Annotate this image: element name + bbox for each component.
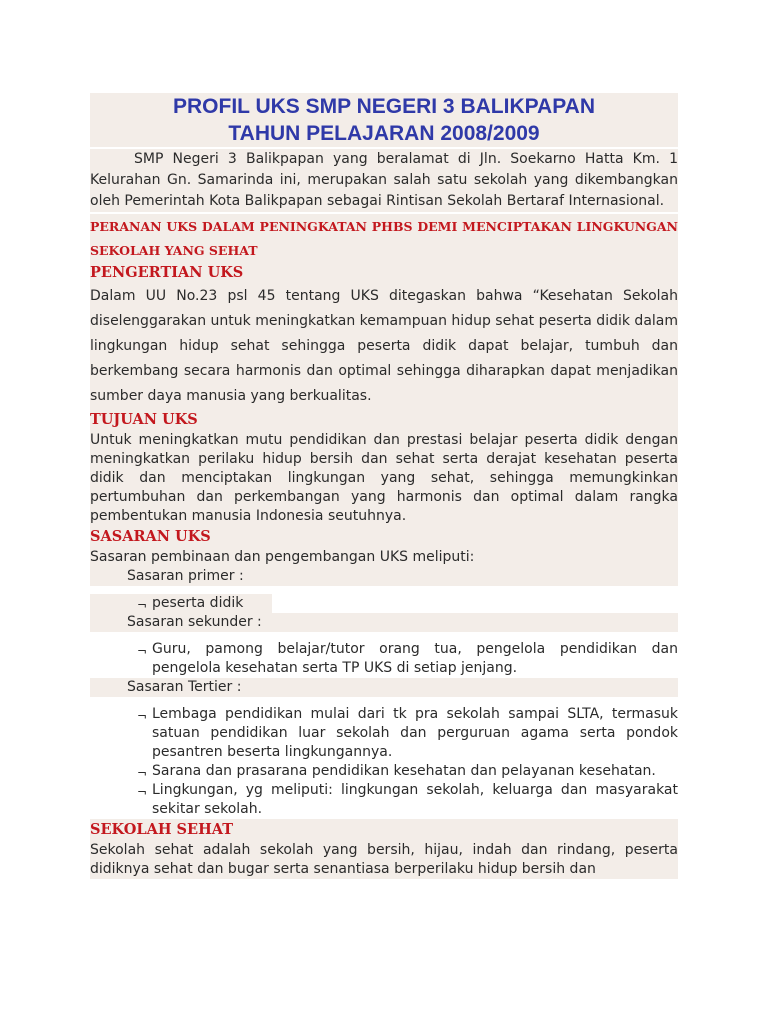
bullet-icon: ¬ [137, 766, 148, 780]
sasaran-sekunder-label: Sasaran sekunder : [127, 614, 262, 630]
bullet-icon: ¬ [137, 709, 148, 723]
doc-title-line1: PROFIL UKS SMP NEGERI 3 BALIKPAPAN [173, 95, 595, 118]
sasaran-tertier-label: Sasaran Tertier : [127, 679, 242, 695]
primer-item [90, 594, 272, 613]
tertier-item-text: Lingkungan, yg meliputi: lingkungan sekolah, keluarga dan masyarakat sekitar sekolah. [152, 782, 678, 817]
primer-item-text: peserta didik [152, 595, 244, 611]
doc-title-line2: TAHUN PELAJARAN 2008/2009 [228, 122, 540, 145]
sekunder-item-text: Guru, pamong belajar/tutor orang tua, pengelola pendidikan dan pengelola kesehatan serta TP UKS di setiap jenjang. [152, 641, 678, 676]
tertier-item-text: Lembaga pendidikan mulai dari tk pra sekolah sampai SLTA, termasuk satuan pendidikan luar sekolah dan perguruan agama serta pondok pesantren beserta lingkungannya. [152, 706, 678, 760]
sekunder-item [90, 640, 678, 678]
sekolah-sehat-heading: SEKOLAH SEHAT [90, 821, 234, 838]
tujuan-text: Untuk meningkatkan mutu pendidikan dan prestasi belajar peserta didik dengan meningkatkan perilaku hidup bersih dan sehat serta derajat kesehatan peserta didik dan menciptakan lingkungan yang sehat, sehingga memungkinkan pertumbuhan dan perkembangan yang harmonis dan optimal dalam rangka pembentukan manusia Indonesia seutuhnya. [90, 432, 678, 524]
peranan-heading-line1: PERANAN UKS DALAM PENINGKATAN PHBS DEMI MENCIPTAKAN LINGKUNGAN [90, 219, 678, 234]
peranan-heading-line2: SEKOLAH YANG SEHAT [90, 243, 258, 258]
sasaran-intro: Sasaran pembinaan dan pengembangan UKS meliputi: [90, 549, 475, 565]
tertier-item-1 [90, 705, 678, 762]
tertier-item-text: Sarana dan prasarana pendidikan kesehatan dan pelayanan kesehatan. [152, 763, 656, 779]
sasaran-primer-label: Sasaran primer : [127, 568, 244, 584]
pengertian-text: Dalam UU No.23 psl 45 tentang UKS ditegaskan bahwa “Kesehatan Sekolah diselenggarakan untuk meningkatkan kemampuan hidup sehat peserta didik dalam lingkungan hidup sehat sehingga peserta didik dapat belajar, tumbuh dan berkembang secara harmonis dan optimal sehingga diharapkan dapat menjadikan sumber daya manusia yang berkualitas. [90, 288, 678, 404]
document-page [90, 93, 678, 879]
sasaran-heading: SASARAN UKS [90, 528, 211, 545]
pengertian-heading: PENGERTIAN UKS [90, 264, 244, 281]
tertier-item-3 [90, 781, 678, 819]
title-block [90, 93, 678, 147]
bullet-icon: ¬ [137, 644, 148, 658]
tertier-item-2 [90, 762, 678, 781]
sekolah-sehat-text: Sekolah sehat adalah sekolah yang bersih, hijau, indah dan rindang, peserta didiknya sehat dan bugar serta senantiasa berperilaku hidup bersih dan [90, 842, 678, 877]
bullet-icon: ¬ [137, 598, 148, 612]
bullet-icon: ¬ [137, 785, 148, 799]
intro-paragraph: SMP Negeri 3 Balikpapan yang beralamat di Jln. Soekarno Hatta Km. 1 Kelurahan Gn. Samarinda ini, merupakan salah satu sekolah yang dikembangkan oleh Pemerintah Kota Balikpapan sebagai Rintisan Sekolah Bertaraf Internasional. [90, 151, 678, 209]
tujuan-heading: TUJUAN UKS [90, 411, 198, 428]
